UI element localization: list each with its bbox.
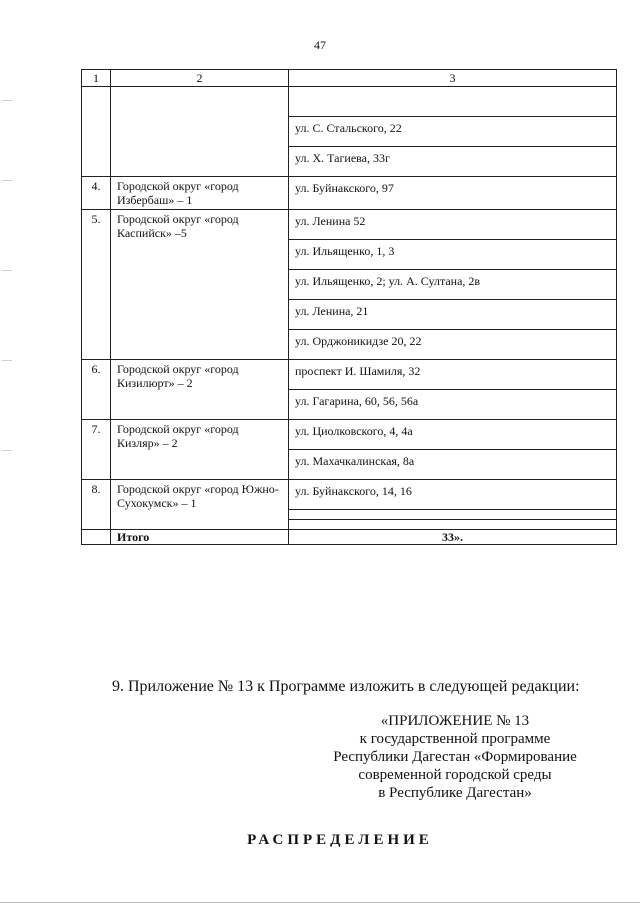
district-name: Городской округ «город Кизилюрт» – 2 bbox=[111, 360, 289, 420]
address-cell: ул. Циолковского, 4, 4а bbox=[289, 420, 616, 450]
address-cell: проспект И. Шамиля, 32 bbox=[289, 360, 616, 390]
table-row bbox=[82, 210, 617, 360]
row-number: 4. bbox=[82, 177, 111, 210]
address-cell: ул. Х. Тагиева, 33г bbox=[295, 151, 390, 165]
address-cell: ул. Махачкалинская, 8а bbox=[295, 454, 415, 468]
address-cell: ул. Ленина, 21 bbox=[289, 300, 616, 330]
district-name: Городской округ «город Южно-Сухокумск» – 1 bbox=[111, 480, 289, 530]
address-cell: ул. Ильященко, 1, 3 bbox=[289, 240, 616, 270]
section-heading: РАСПРЕДЕЛЕНИЕ bbox=[247, 832, 433, 848]
address-cell bbox=[289, 520, 616, 529]
address-cell: ул. С. Стальского, 22 bbox=[289, 117, 616, 147]
appendix-line: в Республике Дагестан» bbox=[378, 785, 532, 801]
table-row bbox=[82, 420, 617, 480]
address-cell bbox=[289, 510, 616, 520]
appendix-line: современной городской среды bbox=[358, 767, 552, 783]
row-number: 5. bbox=[82, 210, 111, 360]
district-name: Городской округ «город Каспийск» –5 bbox=[111, 210, 289, 360]
header-col-1: 1 bbox=[82, 70, 111, 87]
scan-margin-marks bbox=[2, 60, 16, 480]
address-cell: ул. Ильященко, 2; ул. А. Султана, 2в bbox=[289, 270, 616, 300]
header-col-2: 2 bbox=[111, 70, 289, 87]
table-row bbox=[82, 480, 617, 530]
address-cell bbox=[289, 87, 616, 117]
total-value: 33». bbox=[289, 530, 617, 545]
address-cell: ул. Орджоникидзе 20, 22 bbox=[295, 334, 422, 348]
address-cell: ул. Гагарина, 60, 56, 56а bbox=[295, 394, 419, 408]
amendment-paragraph: 9. Приложение № 13 к Программе изложить в следующей редакции: bbox=[112, 678, 580, 695]
appendix-line: к государственной программе bbox=[359, 731, 551, 747]
row-number: 6. bbox=[82, 360, 111, 420]
address-cell: ул. Ленина 52 bbox=[289, 210, 616, 240]
distribution-table bbox=[81, 69, 617, 545]
total-label: Итого bbox=[111, 530, 289, 545]
district-name: Городской округ «город Кизляр» – 2 bbox=[111, 420, 289, 480]
page-number: 47 bbox=[314, 38, 326, 52]
appendix-line: Республики Дагестан «Формирование bbox=[333, 749, 577, 765]
scan-edge-line bbox=[0, 902, 640, 903]
address-cell: ул. Буйнакского, 14, 16 bbox=[289, 480, 616, 510]
district-name: Городской округ «город Избербаш» – 1 bbox=[111, 177, 289, 210]
table-header-row bbox=[82, 70, 617, 87]
table-row bbox=[82, 360, 617, 420]
table-row-continuation bbox=[82, 87, 617, 177]
appendix-header-block bbox=[320, 712, 590, 802]
header-col-3: 3 bbox=[289, 70, 617, 87]
address-cell: ул. Буйнакского, 97 bbox=[295, 181, 394, 195]
appendix-line: «ПРИЛОЖЕНИЕ № 13 bbox=[380, 713, 530, 729]
row-number: 8. bbox=[82, 480, 111, 530]
table-row bbox=[82, 177, 617, 210]
row-number: 7. bbox=[82, 420, 111, 480]
table-total-row bbox=[82, 530, 617, 545]
